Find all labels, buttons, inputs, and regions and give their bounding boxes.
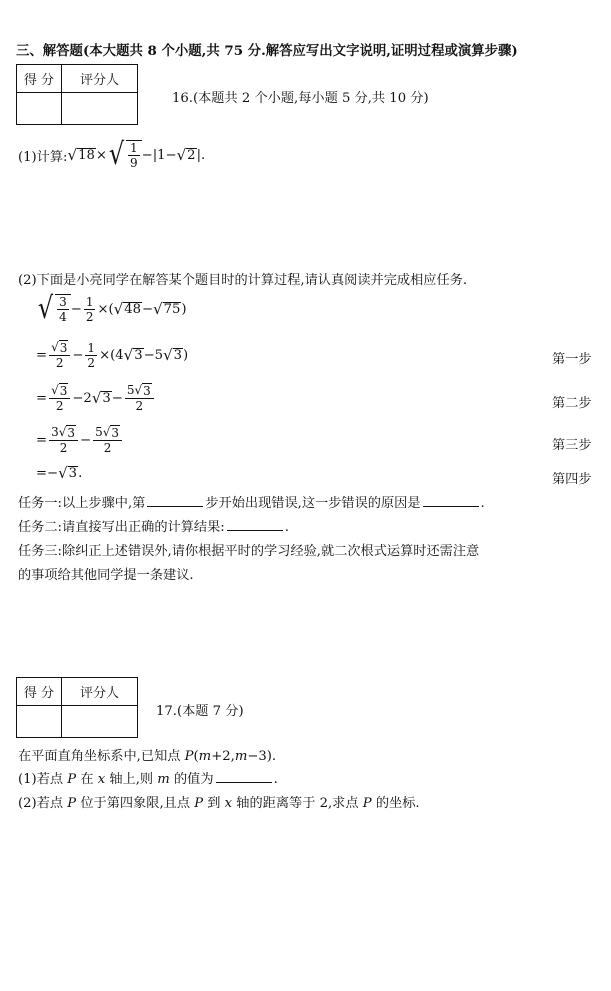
answer-blank-reason[interactable] <box>423 494 479 507</box>
q16-part2-text: (2)下面是小亮同学在解答某个题目时的计算过程,请认真阅读并完成相应任务. <box>18 273 468 288</box>
score-label: 得 分 <box>17 678 62 706</box>
q16-part1: (1)计算: √ 18 × √ $\frac{1}{9}$ −|1− √ 2 |. <box>18 137 206 172</box>
q17-intro: 在平面直角坐标系中,已知点 P(m+2,m−3). <box>18 749 277 764</box>
grader-cell[interactable] <box>62 706 138 738</box>
step-4-label: 第四步 <box>552 472 592 487</box>
calc-line-1: = √ 3 2 − $\frac{1}{2}$ ×(4 √ 3 −5 √ 3 ) <box>36 340 189 370</box>
grader-label: 评分人 <box>62 65 138 93</box>
section-header: 三、解答题(本大题共 8 个小题,共 75 分.解答应写出文字说明,证明过程或演算步骤) <box>16 43 518 59</box>
task-3-line2: 的事项给其他同学提一条建议. <box>18 568 194 583</box>
score-label: 得 分 <box>17 65 62 93</box>
calc-line-4: =− √ 3 . <box>36 464 83 482</box>
step-1-label: 第一步 <box>552 352 592 367</box>
answer-blank-m[interactable] <box>216 770 272 783</box>
score-box-16 <box>16 64 138 125</box>
sqrt-2: √ 2 <box>176 145 196 164</box>
answer-blank-result[interactable] <box>227 518 283 531</box>
calc-line-0: √ $\frac{3}{4}$ − $\frac{1}{2}$ ×( √ 48 − √ 75 ) <box>37 291 187 326</box>
q16-title: 16.(本题共 2 个小题,每小题 5 分,共 10 分) <box>172 91 429 106</box>
task-2: 任务二:请直接写出正确的计算结果: . <box>18 520 289 535</box>
q17-title: 17.(本题 7 分) <box>156 704 244 719</box>
grader-cell[interactable] <box>62 93 138 125</box>
step-3-label: 第三步 <box>552 438 592 453</box>
q17-part2: (2)若点 P 位于第四象限,且点 P 到 x 轴的距离等于 2,求点 P 的坐标. <box>18 796 420 811</box>
score-cell[interactable] <box>17 93 62 125</box>
score-box-17 <box>16 677 138 738</box>
grader-label: 评分人 <box>62 678 138 706</box>
calc-line-3: = 3 √ 3 2 − 5 √ 3 2 <box>36 425 124 455</box>
score-cell[interactable] <box>17 706 62 738</box>
task-1: 任务一:以上步骤中,第 步开始出现错误,这一步错误的原因是 . <box>18 496 485 511</box>
task-3-line1: 任务三:除纠正上述错误外,请你根据平时的学习经验,就二次根式运算时还需注意 <box>18 544 480 559</box>
sqrt-one-ninth: √ $\frac{1}{9}$ <box>107 140 142 170</box>
calc-line-2: = √ 3 2 −2 √ 3 − 5 √ 3 2 <box>36 383 156 413</box>
sqrt-18: √ 18 <box>67 145 95 164</box>
step-2-label: 第二步 <box>552 396 592 411</box>
q17-part1: (1)若点 P 在 x 轴上,则 m 的值为 . <box>18 772 278 787</box>
answer-blank-step[interactable] <box>147 494 203 507</box>
